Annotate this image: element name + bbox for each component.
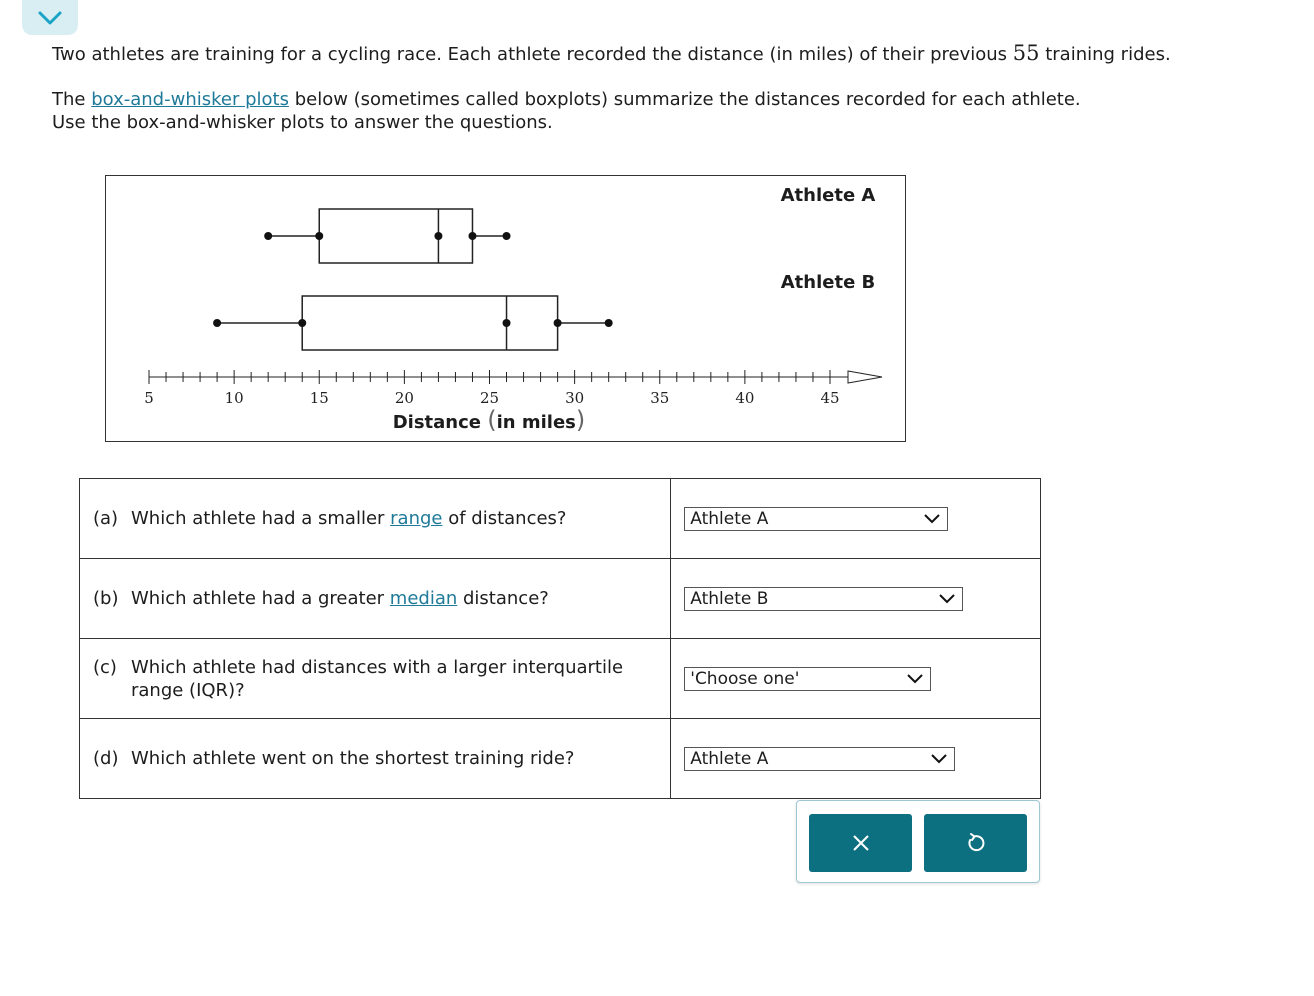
question-text: Which athlete went on the shortest training ride? [131,748,575,769]
intro-line-2: The box-and-whisker plots below (sometimes called boxplots) summarize the distances recorded for each athlete. Use the box-and-whisker plots to answer the questions. [52,89,1081,133]
question-text: Which athlete had a smaller range of distances? [131,508,567,529]
series-label: Athlete B [780,272,876,293]
answer-selected-value: Athlete A [690,748,769,769]
q1-point [298,319,306,327]
x-tick-label: 5 [144,389,154,407]
chevron-down-icon [906,673,924,685]
x-tick-label: 15 [309,389,329,407]
boxplot-definition-link[interactable]: box-and-whisker plots [91,89,289,110]
action-panel [796,800,1040,883]
x-axis-arrow [848,371,882,383]
answer-selected-value: 'Choose one' [690,668,800,689]
ride-count: 55 [1012,41,1040,65]
problem-intro [52,42,1282,134]
answer-selected-value: Athlete A [690,508,769,529]
chevron-down-icon [938,593,956,605]
answer-selected-value: Athlete B [690,588,769,609]
question-cell [80,479,671,559]
q1-point [315,232,323,240]
answer-cell [671,479,1041,559]
x-axis-title: Distance (in miles) [392,406,586,434]
question-table [79,478,1041,799]
question-letter: (d) [93,748,119,769]
q3-point [554,319,562,327]
answer-cell [671,559,1041,639]
intro-line-1: Two athletes are training for a cycling race. Each athlete recorded the distance (in miles) of their previous 55 training rides. [52,41,1171,65]
question-cell [80,639,671,719]
iqr-box [319,209,472,263]
x-tick-label: 40 [735,389,755,407]
collapse-button[interactable] [22,0,78,35]
question-row [80,719,1041,799]
x-tick-label: 25 [479,389,500,407]
median-point [434,232,442,240]
chevron-down-icon [930,753,948,765]
boxplot-chart [106,176,907,443]
chevron-down-icon [37,10,63,26]
question-letter: (b) [93,588,119,609]
question-row [80,559,1041,639]
close-icon [851,833,871,853]
question-cell [80,559,671,639]
x-tick-label: 45 [820,389,840,407]
median-point [503,319,511,327]
x-tick-label: 20 [394,389,414,407]
reset-icon [965,832,987,854]
question-text: Which athlete had distances with a larger interquartile range (IQR)? [131,656,624,701]
reset-button[interactable] [924,814,1027,872]
chevron-down-icon [923,513,941,525]
median-definition-link[interactable]: median [389,588,458,609]
answer-select[interactable] [684,747,955,771]
question-row [80,479,1041,559]
min-point [264,232,272,240]
question-row [80,639,1041,719]
x-tick-label: 30 [565,389,585,407]
answer-select[interactable] [684,587,963,611]
max-point [605,319,613,327]
x-tick-label: 10 [224,389,244,407]
clear-button[interactable] [809,814,912,872]
question-letter: (c) [93,656,117,678]
q3-point [468,232,476,240]
x-tick-label: 35 [650,389,670,407]
range-definition-link[interactable]: range [390,508,443,529]
iqr-box [302,296,557,350]
boxplot-figure [105,175,906,442]
series-label: Athlete A [780,185,876,206]
question-cell [80,719,671,799]
question-text: Which athlete had a greater median distance? [131,588,549,609]
answer-cell [671,719,1041,799]
max-point [503,232,511,240]
answer-select[interactable] [684,667,931,691]
answer-select[interactable] [684,507,948,531]
intro-line-3: Use the box-and-whisker plots to answer the questions. [52,112,553,133]
min-point [213,319,221,327]
question-letter: (a) [93,508,119,529]
answer-cell [671,639,1041,719]
